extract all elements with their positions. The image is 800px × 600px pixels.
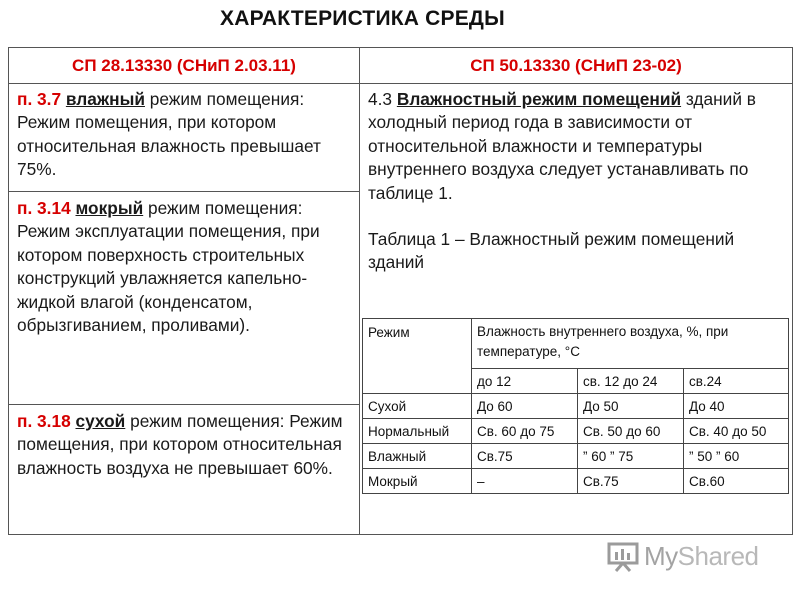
table-row [363, 394, 789, 419]
term: Влажностный режим помещений [396, 89, 682, 109]
logo-text: MyShared [644, 540, 759, 571]
table-row [363, 469, 789, 494]
term: сухой [75, 411, 126, 431]
value-cell: Св.60 [684, 469, 789, 494]
value-cell: Св. 50 до 60 [578, 419, 684, 444]
value-cell: ” 50 ” 60 [684, 444, 789, 469]
definition-text: режим помещения: Режим помещения, при котором относительная влажность превышает 75%. [17, 89, 321, 180]
clause-ref: п. 3.14 [17, 198, 71, 218]
temp-header: до 12 [472, 369, 578, 394]
clause-ref: п. 3.7 [17, 89, 62, 109]
value-cell: До 50 [578, 394, 684, 419]
value-cell: Св.75 [472, 444, 578, 469]
definition-damp [9, 193, 359, 405]
humidity-regime-text [360, 84, 790, 275]
presentation-board-icon [606, 539, 640, 573]
definition-text: режим помещения: Режим эксплуатации помещения, при котором поверхность строительных конструкций увлажняется капельно-жидкой влагой (конденсатом, обрызгиванием, проливами). [17, 198, 320, 336]
comparison-table [8, 47, 793, 535]
definition-dry [9, 406, 359, 534]
page-title: ХАРАКТЕРИСТИКА СРЕДЫ [220, 7, 505, 30]
mode-cell: Мокрый [363, 469, 472, 494]
clause-ref: п. 3.18 [17, 411, 71, 431]
value-cell: До 60 [472, 394, 578, 419]
temp-header: св. 12 до 24 [578, 369, 684, 394]
humidity-table [362, 318, 789, 494]
header-right: СП 50.13330 (СНиП 23-02) [470, 56, 682, 75]
value-cell: Св. 40 до 50 [684, 419, 789, 444]
value-cell: Св.75 [578, 469, 684, 494]
value-cell: ” 60 ” 75 [578, 444, 684, 469]
temp-header: св.24 [684, 369, 789, 394]
value-cell: До 40 [684, 394, 789, 419]
table-header-row [363, 319, 789, 369]
myshared-logo [606, 536, 759, 576]
mode-cell: Сухой [363, 394, 472, 419]
mode-cell: Нормальный [363, 419, 472, 444]
clause-num: 4.3 [368, 89, 393, 109]
header-left: СП 28.13330 (СНиП 2.03.11) [9, 48, 360, 83]
value-cell: Св. 60 до 75 [472, 419, 578, 444]
clause-text: зданий в холодный период года в зависимости от относительной влажности и температуры внутреннего воздуха следует устанавливать по таблице 1. [368, 89, 756, 203]
term: мокрый [75, 198, 144, 218]
mode-cell: Влажный [363, 444, 472, 469]
table-row [363, 419, 789, 444]
value-cell: – [472, 469, 578, 494]
definition-wet [9, 84, 359, 192]
mode-header: Режим [363, 319, 472, 394]
definition-text: режим помещения: Режим помещения, при котором относительная влажность воздуха не превышает 60%. [17, 411, 343, 478]
table-row [363, 444, 789, 469]
term: влажный [65, 89, 145, 109]
table-caption: Таблица 1 – Влажностный режим помещений зданий [368, 229, 735, 273]
humidity-header: Влажность внутреннего воздуха, %, при температуре, °С [472, 319, 789, 369]
